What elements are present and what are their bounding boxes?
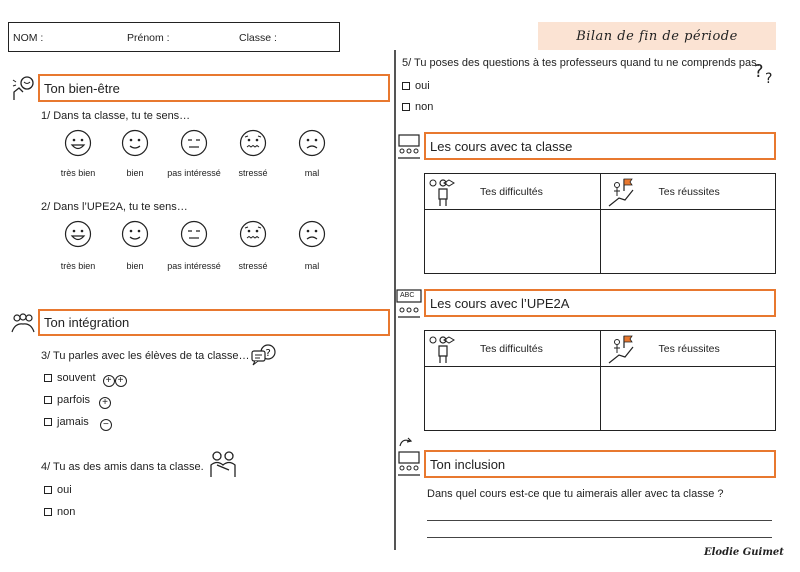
checkbox-non[interactable] — [44, 508, 52, 516]
face-very-happy-icon[interactable] — [64, 129, 92, 162]
upe2a-courses-table — [424, 330, 776, 431]
checkbox-oui[interactable] — [402, 82, 410, 90]
board-label: ABC — [400, 292, 415, 299]
summit-flag-icon — [607, 334, 635, 364]
option-non-q4[interactable]: non — [44, 506, 75, 518]
summit-flag-icon — [607, 177, 635, 207]
face-label: stressé — [238, 261, 268, 271]
face-label: pas intéressé — [167, 168, 221, 178]
face-very-happy-icon[interactable] — [64, 220, 92, 253]
option-oui-q5[interactable]: oui — [402, 80, 430, 92]
classroom-icon — [396, 450, 422, 476]
successes-header: Tes réussites — [600, 174, 776, 210]
question-3: 3/ Tu parles avec les élèves de ta classe… — [41, 350, 250, 362]
difficulties-answer-cell[interactable] — [425, 210, 601, 274]
question-marks-icon — [752, 55, 780, 89]
plus-icon: + — [103, 375, 115, 387]
face-label: très bien — [60, 168, 96, 178]
face-label: stressé — [238, 168, 268, 178]
face-neutral-icon[interactable] — [180, 220, 208, 253]
option-non-q5[interactable]: non — [402, 101, 433, 113]
question-4: 4/ Tu as des amis dans ta classe. — [41, 461, 204, 473]
face-label: bien — [126, 168, 144, 178]
face-label: pas intéressé — [167, 261, 221, 271]
svg-text:?: ? — [765, 71, 773, 87]
answer-line-1[interactable] — [427, 520, 772, 521]
difficulties-answer-cell[interactable] — [425, 367, 601, 431]
difficulty-icon — [429, 334, 457, 364]
plus-icon: + — [115, 375, 127, 387]
option-jamais[interactable]: jamais − — [44, 416, 112, 431]
page-title: Bilan de fin de période — [538, 22, 776, 50]
class-courses-table — [424, 173, 776, 274]
checkbox-jamais[interactable] — [44, 418, 52, 426]
difficulties-header: Tes difficultés — [425, 331, 601, 367]
checkbox-souvent[interactable] — [44, 374, 52, 382]
integration-heading: Ton intégration — [38, 309, 390, 336]
plus-icon: + — [99, 397, 111, 409]
checkbox-parfois[interactable] — [44, 396, 52, 404]
face-stressed-icon[interactable] — [239, 129, 267, 162]
option-souvent[interactable]: souvent + + — [44, 372, 127, 387]
face-sad-icon[interactable] — [298, 129, 326, 162]
face-label: mal — [304, 261, 320, 271]
wellbeing-icon — [10, 74, 38, 102]
face-sad-icon[interactable] — [298, 220, 326, 253]
group-hug-icon — [10, 312, 36, 336]
author-signature: Elodie Guimet — [704, 547, 784, 558]
class-courses-heading: Les cours avec ta classe — [424, 132, 776, 160]
face-happy-icon[interactable] — [121, 129, 149, 162]
face-label: mal — [304, 168, 320, 178]
prenom-field[interactable]: Prénom : — [127, 32, 170, 44]
svg-text:?: ? — [754, 61, 764, 82]
difficulty-icon — [429, 177, 457, 207]
answer-line-2[interactable] — [427, 537, 772, 538]
face-stressed-icon[interactable] — [239, 220, 267, 253]
successes-answer-cell[interactable] — [600, 210, 776, 274]
face-label: bien — [126, 261, 144, 271]
inclusion-heading: Ton inclusion — [424, 450, 776, 478]
curved-arrow-icon — [398, 436, 414, 448]
checkbox-non[interactable] — [402, 103, 410, 111]
face-neutral-icon[interactable] — [180, 129, 208, 162]
inclusion-question: Dans quel cours est-ce que tu aimerais aller avec ta classe ? — [427, 488, 724, 500]
checkbox-oui[interactable] — [44, 486, 52, 494]
minus-icon: − — [100, 419, 112, 431]
speech-question-icon — [250, 343, 278, 367]
question-2: 2/ Dans l’UPE2A, tu te sens… — [41, 201, 188, 213]
classroom-icon — [396, 133, 422, 159]
svg-text:?: ? — [265, 348, 271, 359]
upe2a-courses-heading: Les cours avec l’UPE2A — [424, 289, 776, 317]
difficulties-header: Tes difficultés — [425, 174, 601, 210]
successes-answer-cell[interactable] — [600, 367, 776, 431]
question-1: 1/ Dans ta classe, tu te sens… — [41, 110, 191, 122]
face-label: très bien — [60, 261, 96, 271]
nom-field[interactable]: NOM : — [13, 32, 44, 44]
face-happy-icon[interactable] — [121, 220, 149, 253]
friends-icon — [208, 450, 238, 478]
classe-field[interactable]: Classe : — [239, 32, 277, 44]
question-5: 5/ Tu poses des questions à tes professeurs quand tu ne comprends pas. — [402, 57, 760, 69]
option-oui-q4[interactable]: oui — [44, 484, 72, 496]
option-parfois[interactable]: parfois + — [44, 394, 111, 409]
wellbeing-heading: Ton bien-être — [38, 74, 390, 102]
successes-header: Tes réussites — [600, 331, 776, 367]
identity-box — [8, 22, 340, 52]
